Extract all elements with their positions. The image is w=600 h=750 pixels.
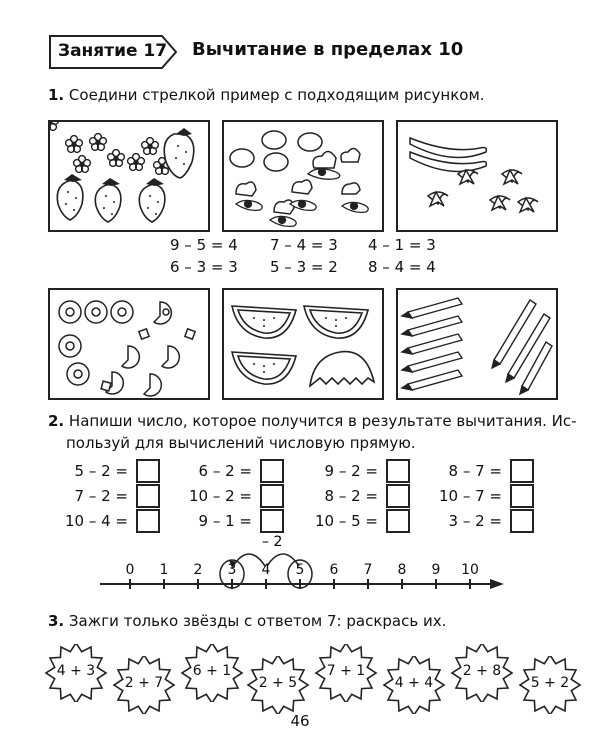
exercise: 10 – 4 = bbox=[64, 512, 128, 530]
equation: 5 – 3 = 2 bbox=[270, 258, 338, 276]
strawberries-drawing bbox=[50, 122, 208, 230]
picture-bananas[interactable] bbox=[396, 120, 558, 232]
eggs-drawing bbox=[224, 122, 382, 230]
star-4[interactable] bbox=[244, 656, 312, 714]
lesson-label: Занятие 17 bbox=[58, 41, 168, 61]
star-label: 2 + 5 bbox=[258, 675, 298, 691]
star-7[interactable] bbox=[448, 644, 516, 702]
star-2[interactable] bbox=[110, 656, 178, 714]
task1-instruction bbox=[48, 86, 485, 104]
task3-text: Зажги только звёзды с ответом 7: раскрась их. bbox=[68, 612, 447, 630]
answer-box[interactable] bbox=[510, 484, 534, 508]
watermelon-drawing bbox=[224, 290, 382, 398]
exercise: 3 – 2 = bbox=[448, 512, 502, 530]
exercise: 10 – 5 = bbox=[314, 512, 378, 530]
exercise: 10 – 2 = bbox=[188, 487, 252, 505]
exercise: 9 – 2 = bbox=[324, 462, 378, 480]
exercise: 10 – 7 = bbox=[438, 487, 502, 505]
star-label: 7 + 1 bbox=[326, 663, 366, 679]
exercise: 9 – 1 = bbox=[198, 512, 252, 530]
exercise: 5 – 2 = bbox=[74, 462, 128, 480]
answer-box[interactable] bbox=[260, 484, 284, 508]
pencils-drawing bbox=[398, 290, 556, 398]
task2-text-line2: пользуй для вычислений числовую прямую. bbox=[66, 434, 416, 452]
picture-eggs[interactable] bbox=[222, 120, 384, 232]
star-label: 4 + 3 bbox=[56, 663, 96, 679]
task1-text: Соедини стрелкой пример с подходящим рисунком. bbox=[68, 86, 485, 104]
bananas-drawing bbox=[398, 122, 556, 230]
page-number: 46 bbox=[290, 712, 310, 730]
tick-label: 6 bbox=[329, 562, 339, 578]
exercise: 7 – 2 = bbox=[74, 487, 128, 505]
donuts-drawing bbox=[50, 290, 208, 398]
star-label: 2 + 7 bbox=[124, 675, 164, 691]
equation: 6 – 3 = 3 bbox=[170, 258, 238, 276]
tick-label: 10 bbox=[461, 562, 479, 578]
task2-text-line1: Напиши число, которое получится в результате вычитания. Ис- bbox=[68, 412, 577, 430]
tick-label: 4 bbox=[261, 562, 271, 578]
tick-label: 7 bbox=[363, 562, 373, 578]
exercise: 6 – 2 = bbox=[198, 462, 252, 480]
lesson-tag bbox=[48, 34, 178, 68]
lesson-title: Вычитание в пределах 10 bbox=[192, 39, 464, 60]
task3-instruction bbox=[48, 612, 446, 630]
star-3[interactable] bbox=[178, 644, 246, 702]
star-5[interactable] bbox=[312, 644, 380, 702]
star-label: 4 + 4 bbox=[394, 675, 434, 691]
answer-box[interactable] bbox=[386, 484, 410, 508]
exercise: 8 – 7 = bbox=[448, 462, 502, 480]
tick-label: 1 bbox=[159, 562, 169, 578]
picture-donuts[interactable] bbox=[48, 288, 210, 400]
tick-label: 9 bbox=[431, 562, 441, 578]
equation: 8 – 4 = 4 bbox=[368, 258, 436, 276]
jump-label: – 2 bbox=[262, 534, 283, 550]
equation: 7 – 4 = 3 bbox=[270, 236, 338, 254]
picture-watermelon[interactable] bbox=[222, 288, 384, 400]
answer-box[interactable] bbox=[510, 459, 534, 483]
task2-number: 2. bbox=[48, 412, 65, 430]
equation: 4 – 1 = 3 bbox=[368, 236, 436, 254]
exercise: 8 – 2 = bbox=[324, 487, 378, 505]
tick-label: 3 bbox=[227, 562, 237, 578]
answer-box[interactable] bbox=[260, 459, 284, 483]
star-6[interactable] bbox=[380, 656, 448, 714]
picture-strawberries[interactable] bbox=[48, 120, 210, 232]
star-label: 6 + 1 bbox=[192, 663, 232, 679]
tick-label: 8 bbox=[397, 562, 407, 578]
star-label: 5 + 2 bbox=[530, 675, 570, 691]
star-8[interactable] bbox=[516, 656, 584, 714]
tick-label: 0 bbox=[125, 562, 135, 578]
tick-label: 2 bbox=[193, 562, 203, 578]
answer-box[interactable] bbox=[136, 484, 160, 508]
answer-box[interactable] bbox=[386, 459, 410, 483]
answer-box[interactable] bbox=[136, 459, 160, 483]
star-label: 2 + 8 bbox=[462, 663, 502, 679]
equation: 9 – 5 = 4 bbox=[170, 236, 238, 254]
picture-pencils[interactable] bbox=[396, 288, 558, 400]
task2-instruction bbox=[48, 412, 577, 430]
task3-number: 3. bbox=[48, 612, 65, 630]
star-1[interactable] bbox=[42, 644, 110, 702]
task1-number: 1. bbox=[48, 86, 65, 104]
tick-label: 5 bbox=[295, 562, 305, 578]
